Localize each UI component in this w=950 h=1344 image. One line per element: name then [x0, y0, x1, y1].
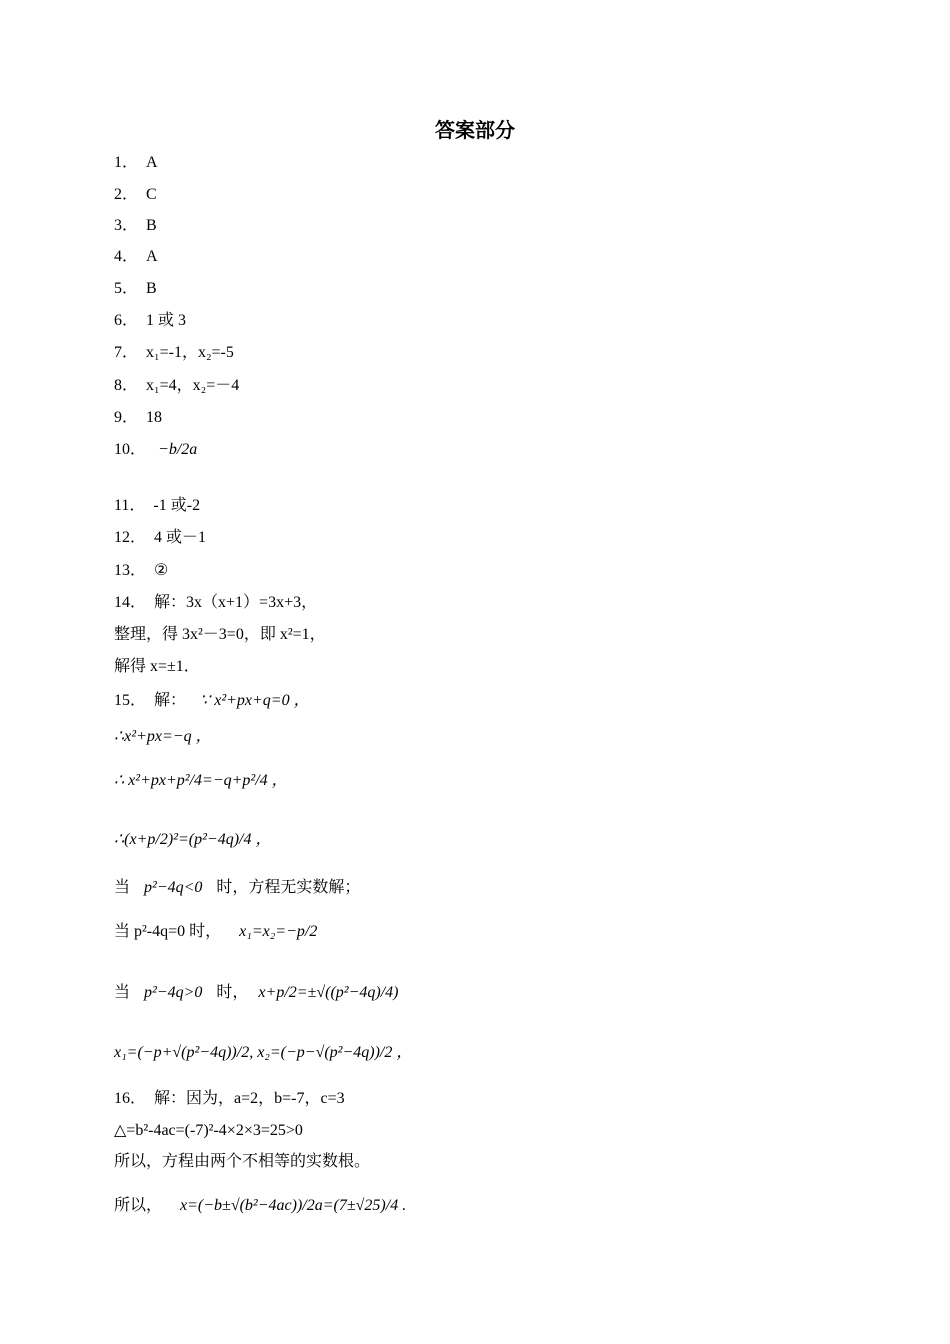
answer-item: 4． A [114, 248, 158, 265]
page-title: 答案部分 [435, 118, 515, 142]
answer-item: 8． x₁=4，x₂=－4 [114, 377, 240, 394]
q15-line3: ∴ x²+px+p²/4=−q+p²/4 ， [114, 772, 288, 789]
answer-item: 7． x₁=-1，x₂=-5 [114, 344, 234, 361]
q15-line7: 当 p²−4q>0 时， x+p/2=±√((p²−4q)/4) [114, 984, 399, 1001]
fraction-expression: −b/2a [158, 441, 198, 458]
q16-line2: △=b²-4ac=(-7)²-4×2×3=25>0 [114, 1122, 303, 1139]
answer-item: 5． B [114, 280, 157, 297]
q15-line4: ∴(x+p/2)²=(p²−4q)/4 ， [114, 831, 272, 848]
q15-line5: 当 p²−4q<0 时，方程无实数解； [114, 879, 361, 896]
answer-item: 12． 4 或－1 [114, 529, 207, 546]
q14-line2: 整理，得 3x²－3=0，即 x²=1， [114, 626, 326, 643]
q14-line1: 14． 解：3x（x+1）=3x+3， [114, 594, 318, 611]
answer-item-fraction: 10． −b/2a [114, 441, 198, 458]
answer-item: 11． -1 或-2 [114, 497, 201, 514]
q14-line3: 解得 x=±1． [114, 658, 200, 675]
q15-line2: ∴x²+px=−q ， [114, 728, 212, 745]
answer-item: 3． B [114, 217, 157, 234]
answer-item: 9． 18 [114, 409, 163, 426]
q15-line8: x₁=(−p+√(p²−4q))/2, x₂=(−p−√(p²−4q))/2 ， [114, 1044, 413, 1061]
answer-item: 13． ② [114, 562, 169, 579]
answer-item: 6． 1 或 3 [114, 312, 187, 329]
q16-line1: 16． 解：因为，a=2，b=-7，c=3 [114, 1090, 345, 1107]
q16-line4: 所以， x=(−b±√(b²−4ac))/2a=(7±√25)/4 . [114, 1197, 407, 1214]
answer-item: 1． A [114, 154, 158, 171]
q16-line3: 所以，方程由两个不相等的实数根。 [114, 1153, 371, 1170]
q15-line1: 15． 解： ∵ x²+px+q=0 ， [114, 692, 310, 709]
q15-line6: 当 p²-4q=0 时， x₁=x₂=−p/2 [114, 923, 318, 940]
answer-item: 2． C [114, 186, 157, 203]
